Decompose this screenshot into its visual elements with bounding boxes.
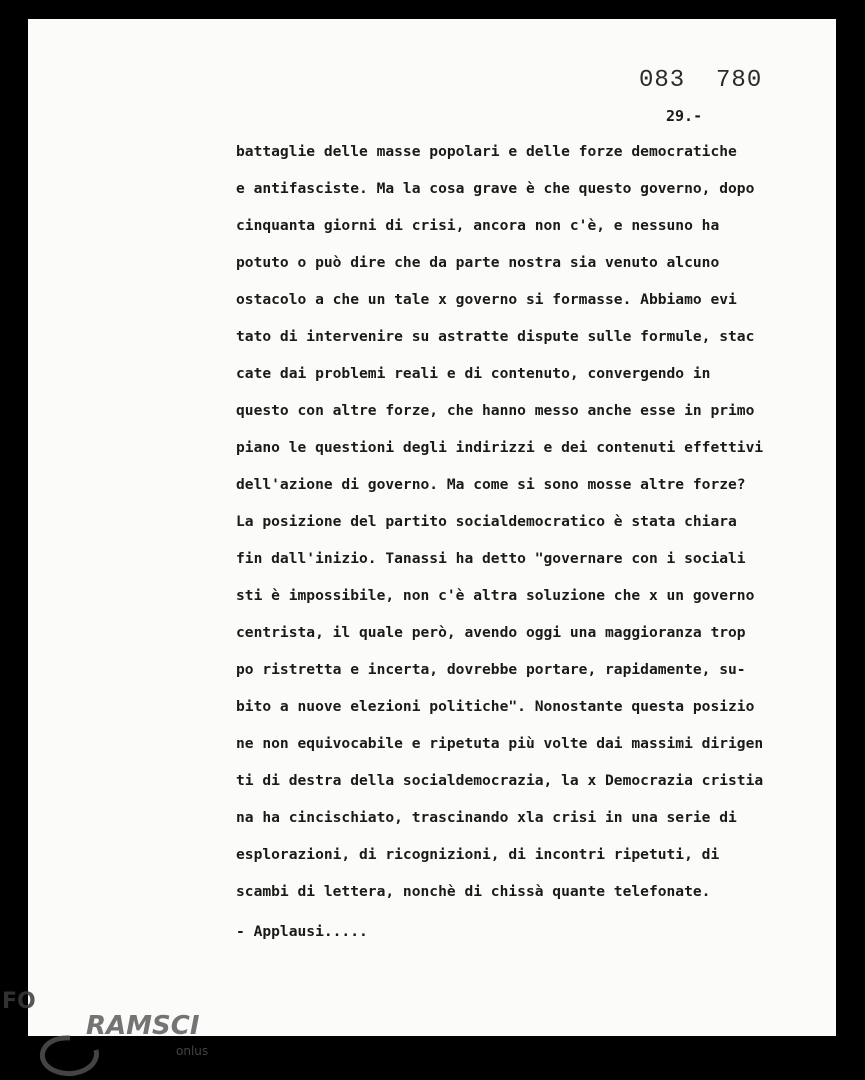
text-line: battaglie delle masse popolari e delle forze democratiche <box>236 143 737 160</box>
text-line: ti di destra della socialdemocrazia, la x Democrazia cristia <box>236 772 764 789</box>
text-line: potuto o può dire che da parte nostra sia venuto alcuno <box>236 254 720 271</box>
text-line: centrista, il quale però, avendo oggi una maggioranza trop <box>236 624 746 641</box>
document-page <box>28 19 836 1036</box>
text-line: na ha cincischiato, trascinando xla crisi in una serie di <box>236 809 737 826</box>
text-line: piano le questioni degli indirizzi e dei contenuti effettivi <box>236 439 764 456</box>
watermark-onlus: onlus <box>176 1044 209 1058</box>
text-line: La posizione del partito socialdemocratico è stata chiara <box>236 513 737 530</box>
text-line: ostacolo a che un tale x governo si formasse. Abbiamo evi <box>236 291 737 308</box>
text-line: bito a nuove elezioni politiche". Nonostante questa posizio <box>236 698 755 715</box>
text-line: tato di intervenire su astratte dispute sulle formule, stac <box>236 328 755 345</box>
svg-text:FO: FO <box>2 989 36 1014</box>
text-line: scambi di lettera, nonchè di chissà quante telefonate. <box>236 883 711 900</box>
text-line: - Applausi..... <box>236 923 368 940</box>
text-line: ne non equivocabile e ripetuta più volte dai massimi dirigen <box>236 735 764 752</box>
text-line: esplorazioni, di ricognizioni, di incontri ripetuti, di <box>236 846 720 863</box>
archive-number: 083 780 <box>639 67 763 94</box>
text-line: e antifasciste. Ma la cosa grave è che questo governo, dopo <box>236 180 755 197</box>
text-line: sti è impossibile, non c'è altra soluzione che x un governo <box>236 587 755 604</box>
text-line: questo con altre forze, che hanno messo anche esse in primo <box>236 402 755 419</box>
text-line: cinquanta giorni di crisi, ancora non c'è, e nessuno ha <box>236 217 720 234</box>
text-line: cate dai problemi reali e di contenuto, convergendo in <box>236 365 711 382</box>
foundation-watermark <box>0 986 240 1080</box>
text-line: fin dall'inizio. Tanassi ha detto "governare con i sociali <box>236 550 746 567</box>
page-number: 29.- <box>666 107 703 125</box>
text-line: dell'azione di governo. Ma come si sono mosse altre forze? <box>236 476 746 493</box>
svg-text:RAMSCI: RAMSCI <box>86 1011 200 1041</box>
text-line: po ristretta e incerta, dovrebbe portare, rapidamente, su- <box>236 661 746 678</box>
gramsci-logo-icon <box>0 986 240 1080</box>
